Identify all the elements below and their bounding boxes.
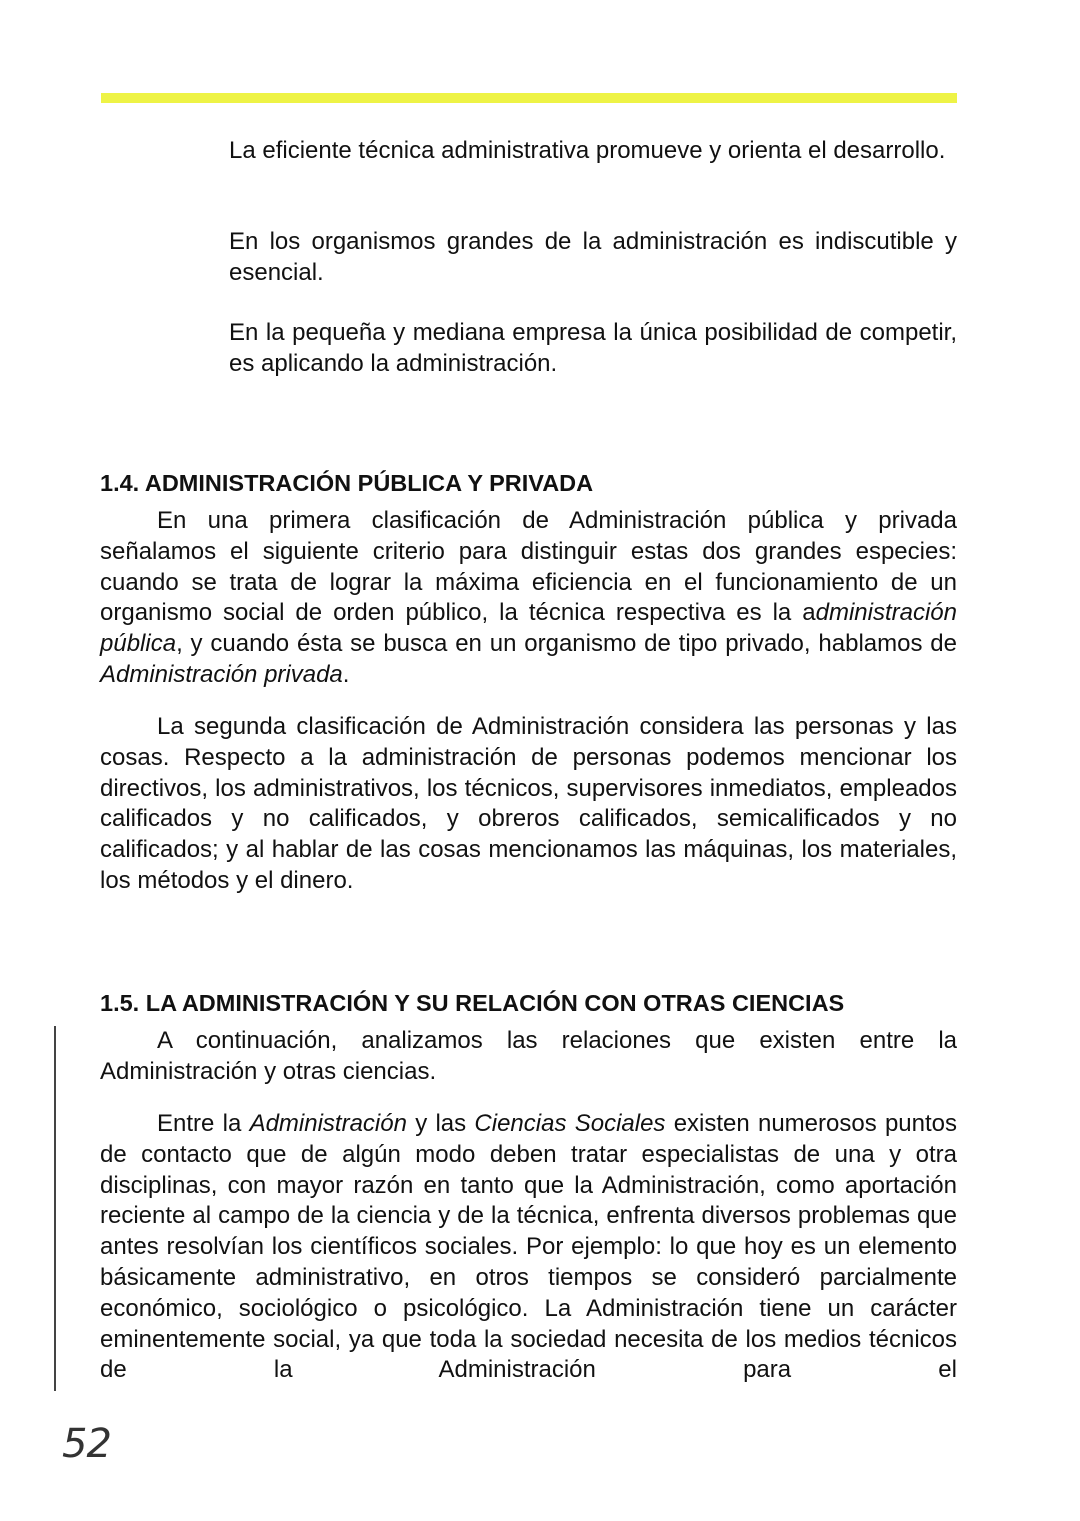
- italic-term: Administración: [249, 1110, 407, 1137]
- body-paragraph: La segunda clasificación de Administración considera las personas y las cosas. Respecto a la administración de personas podemos mencionar los directivos, los administrativos, los técnicos, supervisores inmediatos, empleados calificados y no calificados, y obreros calificados, semicalificados y no calificados; y al hablar de las cosas mencionamos las máquinas, los materiales, los métodos y el dinero.: [100, 713, 957, 894]
- text-span: , y cuando ésta se busca en un organismo de tipo privado, hablamos de: [176, 630, 957, 658]
- italic-term: Administración privada: [100, 660, 343, 688]
- section-heading: 1.4. ADMINISTRACIÓN PÚBLICA Y PRIVADA: [100, 470, 594, 496]
- text-span: .: [342, 660, 350, 688]
- body-paragraph: [100, 1109, 957, 1386]
- intro-paragraph: En la pequeña y mediana empresa la única posibilidad de competir, es aplicando la administración.: [229, 319, 957, 377]
- section-heading: 1.5. LA ADMINISTRACIÓN Y SU RELACIÓN CON OTRAS CIENCIAS: [100, 990, 845, 1016]
- text-span: y las: [406, 1110, 475, 1137]
- intro-paragraph: La eficiente técnica administrativa promueve y orienta el desarrollo.: [229, 137, 946, 164]
- body-paragraph: [100, 506, 957, 691]
- intro-paragraph: En los organismos grandes de la administración es indiscutible y esencial.: [229, 228, 957, 286]
- body-paragraph: A continuación, analizamos las relaciones que existen entre la Administración y otras ciencias.: [100, 1027, 957, 1085]
- page-number: 52: [62, 1421, 111, 1467]
- text-span: Entre la: [157, 1110, 250, 1137]
- text-span: existen numerosos puntos de contacto que de algún modo deben tratar especialistas de una y otra disciplinas, con mayor razón en tanto que la Administración, como aportación reciente al campo de la ciencia y de la técnica, enfrenta diversos problemas que antes resolvían los científicos sociales. Por ejemplo: lo que hoy es un elemento básicamente administrativo, en otros tiempos se consideró parcialmente económico, sociológico o psicológico. La Administración tiene un carácter eminentemente social, ya que toda la sociedad necesita de los medios técnicos de la Administración para el: [100, 1110, 958, 1384]
- text-span: En una primera clasificación de Administración pública y privada señalamos el siguiente criterio para distinguir estas dos grandes especies: cuando se trata de lograr la máxima eficiencia en el funcionamiento de un organismo social de orden público, la técnica respectiva es la a: [100, 507, 957, 627]
- italic-term: dministración pública: [100, 599, 957, 658]
- margin-change-bar: [54, 1026, 56, 1391]
- header-accent-bar: [101, 93, 957, 103]
- italic-term: Ciencias Sociales: [474, 1110, 666, 1137]
